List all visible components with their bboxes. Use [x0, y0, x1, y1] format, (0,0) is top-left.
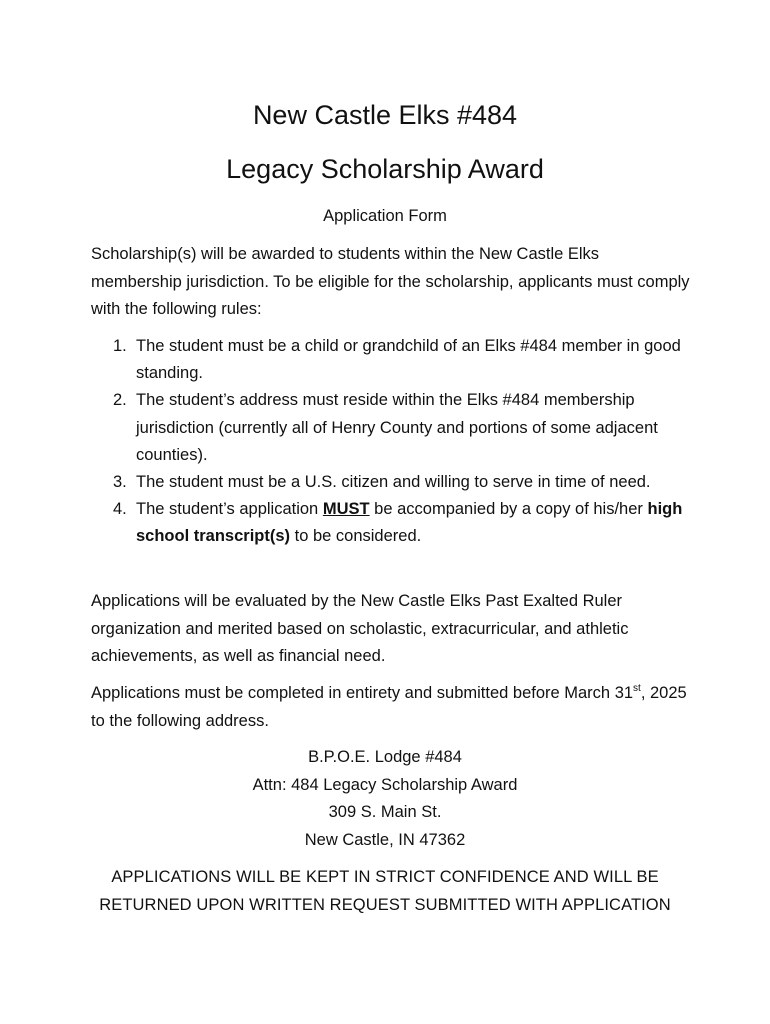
address-line-city: New Castle, IN 47362 [304, 830, 466, 849]
eligibility-rules-list [91, 333, 691, 551]
deadline-text: Applications must be completed in entirety and submitted before March 31 [91, 684, 634, 702]
document-subtitle-award: Legacy Scholarship Award [226, 154, 544, 184]
intro-paragraph: Scholarship(s) will be awarded to students within the New Castle Elks membership jurisdiction. To be eligible for the scholarship, applicants must comply with the following rules: [91, 245, 690, 318]
rule-text-after: to be considered. [290, 527, 422, 546]
rule-text-before: The student’s application [136, 500, 323, 519]
confidentiality-notice [0, 864, 770, 919]
rule-text: The student must be a U.S. citizen and willing to serve in time of need. [136, 473, 651, 492]
must-emphasis: MUST [322, 500, 370, 519]
address-line-street: 309 S. Main St. [328, 803, 442, 821]
notice-line: RETURNED UPON WRITTEN REQUEST SUBMITTED WITH APPLICATION [99, 895, 671, 914]
form-label: Application Form [323, 207, 447, 225]
deadline-paragraph [91, 680, 691, 735]
rule-number: 4. [113, 500, 127, 519]
rule-text: The student’s address must reside within the Elks #484 membership jurisdiction (currently all of Henry County and portions of some adjacent counties). [136, 391, 658, 464]
date-ordinal: st [633, 683, 641, 694]
evaluation-paragraph: Applications will be evaluated by the New Castle Elks Past Exalted Ruler organization and merited based on scholastic, extracurricular, and athletic achievements, as well as financial need. [91, 592, 629, 665]
rule-number: 2. [113, 391, 127, 410]
document-title: New Castle Elks #484 [252, 100, 518, 130]
rule-number: 3. [113, 473, 127, 492]
address-line-attn: Attn: 484 Legacy Scholarship Award [252, 775, 518, 794]
address-line-lodge: B.P.O.E. Lodge #484 [308, 748, 462, 766]
rule-item [91, 496, 691, 550]
notice-line: APPLICATIONS WILL BE KEPT IN STRICT CONFIDENCE AND WILL BE [111, 868, 659, 886]
rule-text-middle: be accompanied by a copy of his/her [369, 500, 648, 519]
rule-item [91, 387, 691, 469]
transcript-emphasis: high school transcript(s) [136, 500, 683, 546]
rule-item [91, 469, 691, 496]
rule-number: 1. [113, 337, 127, 355]
deadline-text-end: , 2025 to the following address. [91, 684, 687, 730]
rule-text: The student must be a child or grandchild of an Elks #484 member in good standing. [136, 337, 681, 383]
rule-item [91, 333, 691, 387]
mailing-address [0, 744, 770, 854]
